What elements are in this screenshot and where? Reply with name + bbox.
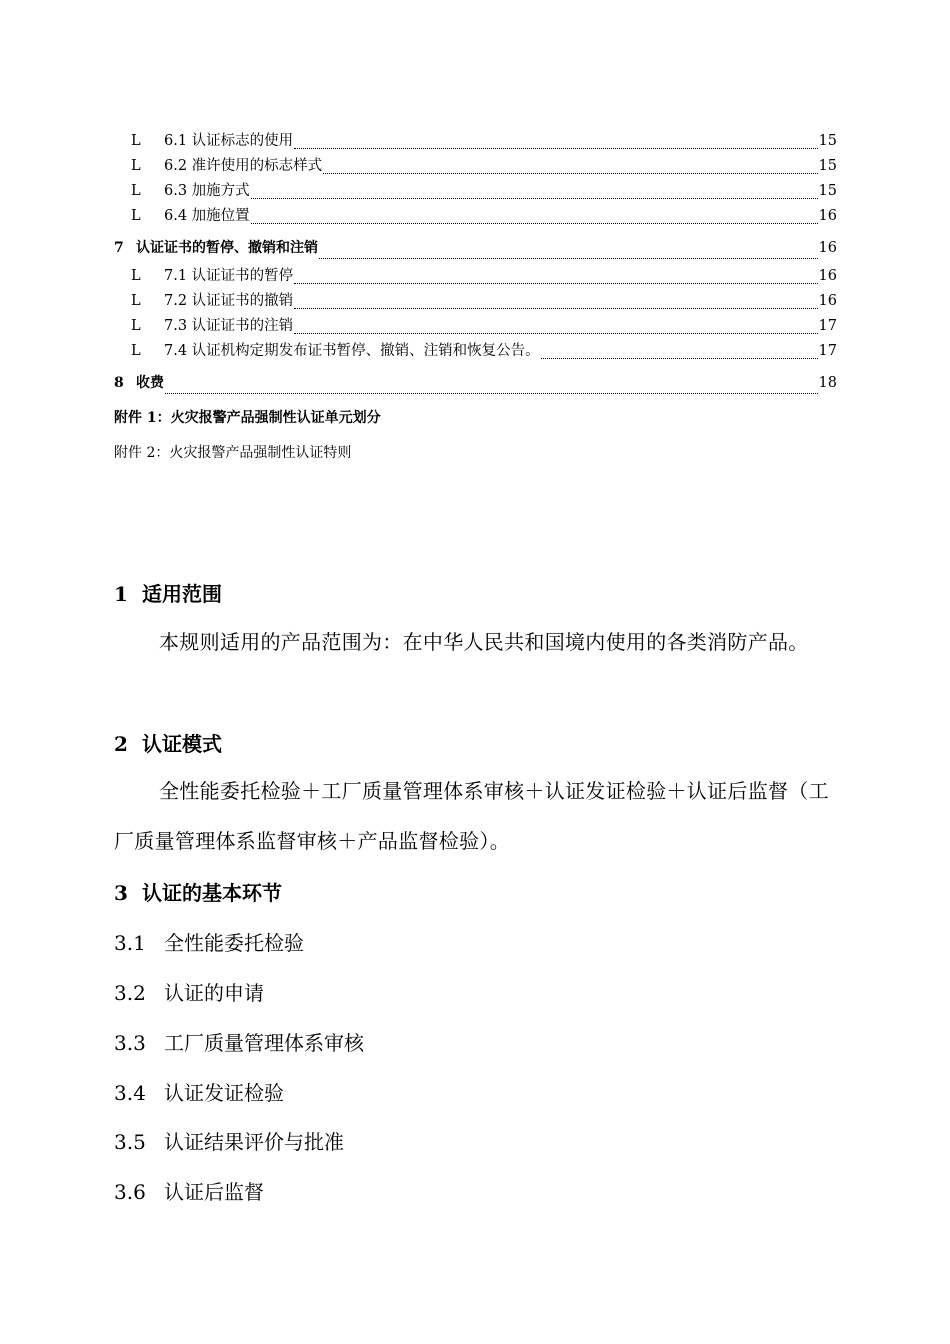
toc-entry-title: 7.4 认证机构定期发布证书暂停、撤销、注销和恢复公告。 — [164, 343, 540, 359]
toc-page-number: 15 — [818, 183, 837, 199]
toc-page-number: 16 — [818, 208, 837, 224]
toc-bullet: L — [131, 343, 141, 359]
toc-chapter-title: 认证证书的暂停、撤销和注销 — [136, 240, 318, 256]
section-title: 认证模式 — [142, 732, 222, 756]
toc-page-number: 15 — [818, 133, 837, 149]
section-title: 认证的基本环节 — [142, 881, 282, 905]
toc-chapter-title: 收费 — [136, 375, 164, 391]
subsection-item — [114, 1176, 264, 1205]
leader-dots — [294, 147, 817, 149]
subsection-number: 3.4 — [114, 1081, 146, 1105]
toc-bullet: L — [131, 293, 141, 309]
toc-entry-title: 6.3 加施方式 — [164, 183, 250, 199]
toc-entry-title: 7.3 认证证书的注销 — [164, 318, 294, 334]
toc-entry[interactable] — [114, 266, 837, 291]
toc-page-number: 17 — [818, 318, 837, 334]
toc-bullet: L — [131, 208, 141, 224]
subsection-item — [114, 977, 264, 1006]
toc-entry[interactable] — [114, 206, 837, 231]
toc-bullet: L — [131, 133, 141, 149]
toc-chapter-7[interactable] — [114, 231, 837, 266]
section-heading-1 — [114, 578, 222, 607]
toc-page-number: 16 — [818, 240, 837, 256]
toc-entry[interactable] — [114, 181, 837, 206]
leader-dots — [165, 392, 818, 394]
toc-entry[interactable] — [114, 131, 837, 156]
toc-chapter-number: 8 — [114, 375, 124, 391]
toc-entry-title: 6.1 认证标志的使用 — [164, 133, 294, 149]
toc-page-number: 17 — [818, 343, 837, 359]
subsection-title: 全性能委托检验 — [164, 931, 304, 955]
leader-dots — [294, 307, 817, 309]
section-2-paragraph: 全性能委托检验＋工厂质量管理体系审核＋认证发证检验＋认证后监督（工厂质量管理体系监督审核＋产品监督检验）。 — [114, 779, 829, 853]
leader-dots — [294, 332, 817, 334]
leader-dots — [319, 257, 818, 259]
leader-dots — [323, 172, 817, 174]
toc-entry[interactable] — [114, 156, 837, 181]
subsection-item — [114, 1126, 344, 1155]
subsection-number: 3.2 — [114, 981, 146, 1005]
subsection-title: 认证的申请 — [164, 981, 264, 1005]
subsection-item — [114, 1027, 364, 1056]
section-number: 1 — [114, 582, 128, 606]
toc-entry-title: 6.4 加施位置 — [164, 208, 250, 224]
toc-entry-title: 6.2 准许使用的标志样式 — [164, 158, 323, 174]
toc-bullet: L — [131, 158, 141, 174]
toc-bullet: L — [131, 183, 141, 199]
toc-entry[interactable] — [114, 291, 837, 316]
toc-entry-title: 7.1 认证证书的暂停 — [164, 268, 294, 284]
toc-appendix-2[interactable]: 附件 2：火灾报警产品强制性认证特则 — [114, 445, 352, 461]
subsection-number: 3.3 — [114, 1031, 146, 1055]
toc-page-number: 16 — [818, 293, 837, 309]
leader-dots — [294, 282, 817, 284]
toc-page-number: 16 — [818, 268, 837, 284]
subsection-number: 3.1 — [114, 931, 146, 955]
leader-dots — [541, 357, 818, 359]
toc-entry-title: 7.2 认证证书的撤销 — [164, 293, 294, 309]
toc-page-number: 15 — [818, 158, 837, 174]
toc-chapter-8[interactable] — [114, 366, 837, 401]
toc-bullet: L — [131, 268, 141, 284]
toc-page-number: 18 — [818, 375, 837, 391]
section-number: 3 — [114, 881, 128, 905]
subsection-title: 认证结果评价与批准 — [164, 1130, 344, 1154]
subsection-title: 认证发证检验 — [164, 1081, 284, 1105]
section-1-paragraph: 本规则适用的产品范围为：在中华人民共和国境内使用的各类消防产品。 — [159, 630, 809, 654]
leader-dots — [251, 197, 818, 199]
section-heading-2 — [114, 728, 222, 757]
subsection-number: 3.5 — [114, 1130, 146, 1154]
toc-bullet: L — [131, 318, 141, 334]
toc-chapter-number: 7 — [114, 240, 124, 256]
toc-appendix-1[interactable]: 附件 1：火灾报警产品强制性认证单元划分 — [114, 410, 381, 426]
table-of-contents — [114, 131, 837, 471]
leader-dots — [251, 222, 818, 224]
subsection-item — [114, 927, 304, 956]
subsection-title: 工厂质量管理体系审核 — [164, 1031, 364, 1055]
toc-entry[interactable] — [114, 316, 837, 341]
subsection-item — [114, 1077, 284, 1106]
subsection-title: 认证后监督 — [164, 1180, 264, 1204]
toc-entry[interactable] — [114, 341, 837, 366]
subsection-number: 3.6 — [114, 1180, 146, 1204]
section-heading-3 — [114, 877, 282, 906]
section-number: 2 — [114, 732, 128, 756]
section-title: 适用范围 — [142, 582, 222, 606]
